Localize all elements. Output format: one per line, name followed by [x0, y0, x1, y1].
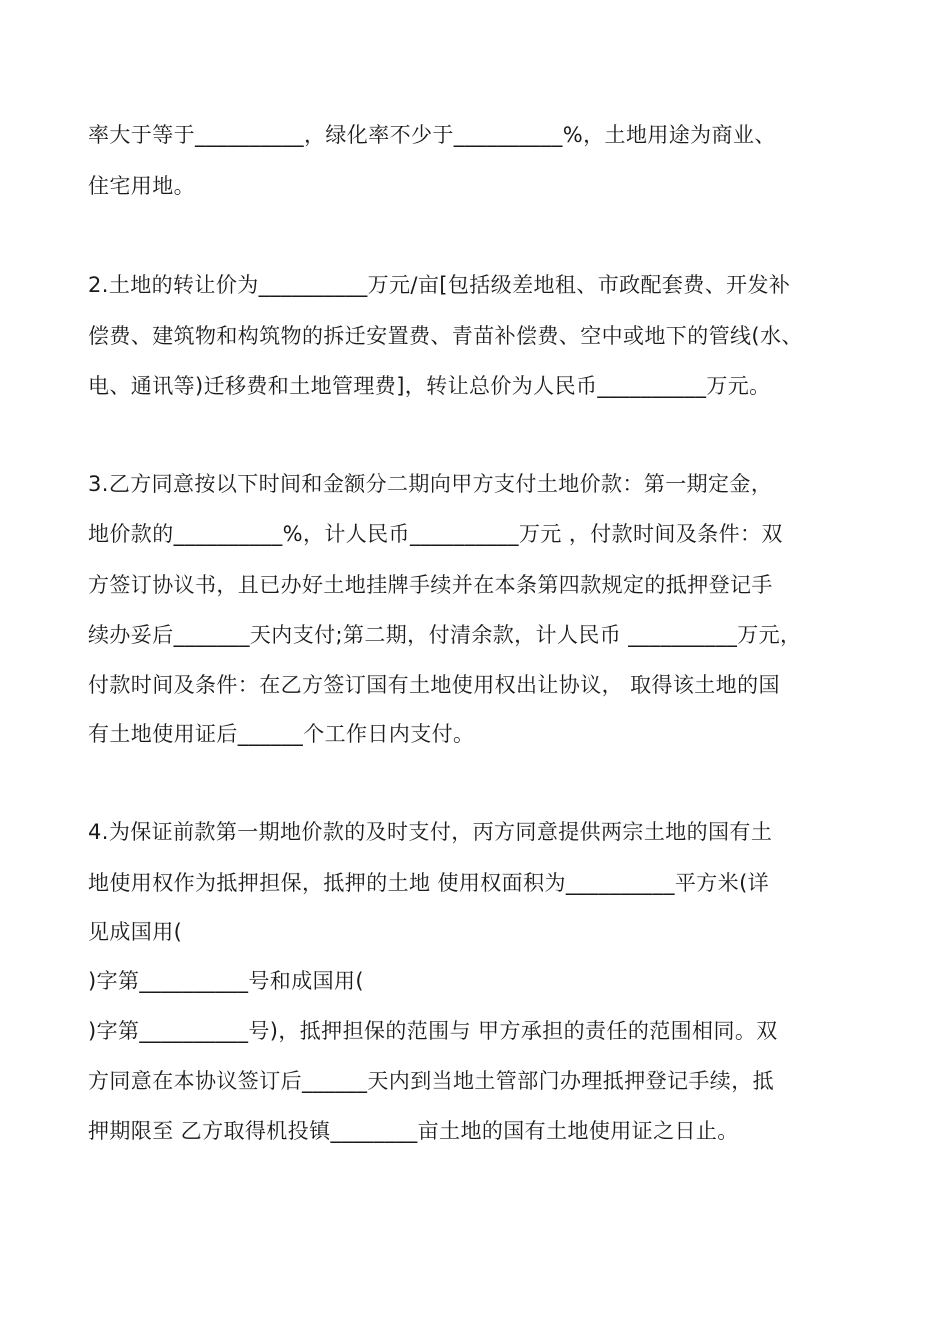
- text-line: 住宅用地。: [88, 174, 195, 198]
- text-line: 2.土地的转让价为__________万元/亩[包括级差地租、市政配套费、开发补: [88, 273, 791, 297]
- text-line: 见成国用(: [88, 920, 183, 944]
- text-line: 付款时间及条件：在乙方签订国有土地使用权出让协议， 取得该土地的国: [88, 673, 780, 697]
- text-line: )字第__________号)，抵押担保的范围与 甲方承担的责任的范围相同。双: [88, 1019, 778, 1043]
- text-line: 方签订协议书，且已办好土地挂牌手续并在本条第四款规定的抵押登记手: [88, 573, 773, 597]
- text-line: )字第__________号和成国用(: [88, 969, 364, 993]
- text-line: 方同意在本协议签订后______天内到当地土管部门办理抵押登记手续，抵: [88, 1069, 774, 1093]
- text-line: 率大于等于__________，绿化率不少于__________%，土地用途为商业、: [88, 123, 776, 147]
- text-line: 地使用权作为抵押担保，抵押的土地 使用权面积为__________平方米(详: [88, 871, 770, 895]
- text-line: 押期限至 乙方取得机投镇________亩土地的国有土地使用证之日止。: [88, 1119, 739, 1143]
- text-line: 有土地使用证后______个工作日内支付。: [88, 722, 475, 746]
- text-line: 4.为保证前款第一期地价款的及时支付，丙方同意提供两宗土地的国有土: [88, 820, 773, 844]
- text-line: 地价款的__________%，计人民币__________万元 ，付款时间及条件：双: [88, 522, 783, 546]
- text-line: 偿费、建筑物和构筑物的拆迁安置费、青苗补偿费、空中或地下的管线(水、: [88, 324, 803, 348]
- text-line: 电、通讯等)迁移费和土地管理费]，转让总价为人民币__________万元。: [88, 374, 771, 398]
- text-line: 续办妥后_______天内支付;第二期，付清余款，计人民币 __________万元，: [88, 623, 802, 647]
- text-line: 3.乙方同意按以下时间和金额分二期向甲方支付土地价款：第一期定金，: [88, 472, 773, 496]
